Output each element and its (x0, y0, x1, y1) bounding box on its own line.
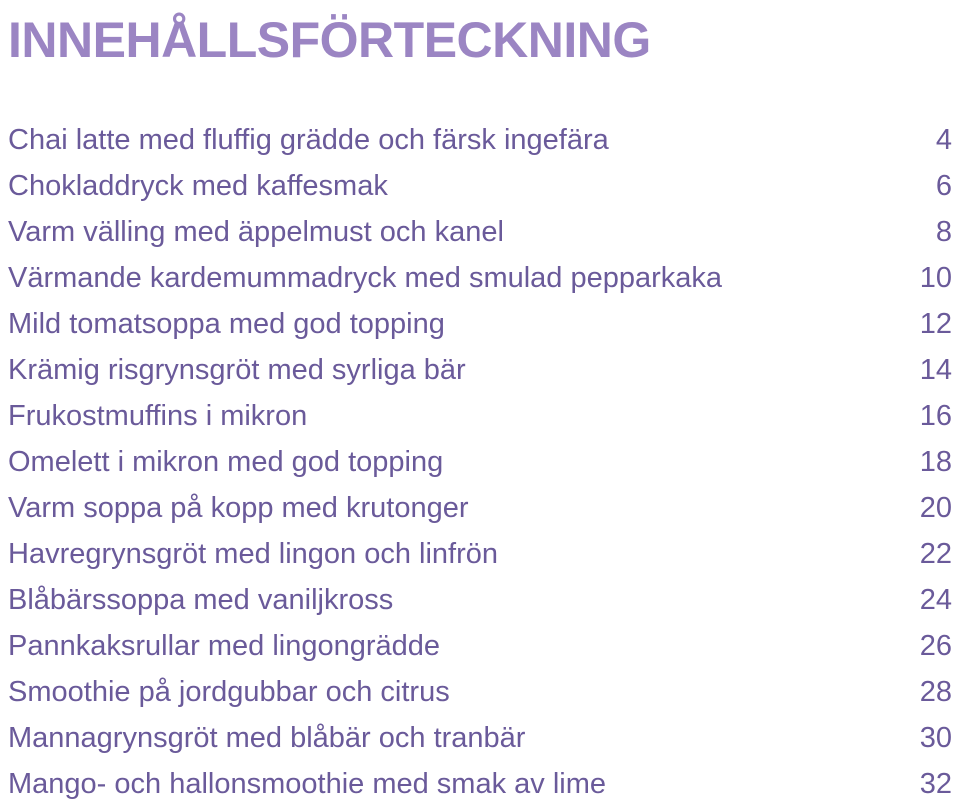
toc-entry-page: 10 (919, 261, 952, 294)
toc-entry-label: Värmande kardemummadryck med smulad pepparkaka (8, 261, 723, 294)
page-title: INNEHÅLLSFÖRTECKNING (8, 12, 651, 68)
toc-entry-page: 20 (919, 491, 952, 524)
toc-entry-label: Varm soppa på kopp med krutonger (8, 491, 469, 524)
toc-entry-page: 30 (919, 721, 952, 754)
toc-entry (8, 623, 952, 669)
toc-entry-label: Krämig risgrynsgröt med syrliga bär (8, 353, 466, 386)
toc-entry (8, 715, 952, 761)
toc-entry-page: 8 (935, 215, 952, 248)
toc-entry-label: Frukostmuffins i mikron (8, 399, 308, 432)
toc-entry-label: Havregrynsgröt med lingon och linfrön (8, 537, 499, 570)
toc-entry (8, 393, 952, 439)
toc-entry (8, 439, 952, 485)
toc-entry-page: 24 (919, 583, 952, 616)
toc-entry-label: Varm välling med äppelmust och kanel (8, 215, 504, 248)
toc-entry (8, 117, 952, 163)
toc-entry (8, 761, 952, 807)
table-of-contents (8, 117, 952, 807)
toc-entry (8, 209, 952, 255)
toc-entry-label: Mango- och hallonsmoothie med smak av lime (8, 767, 606, 800)
toc-entry-label: Chokladdryck med kaffesmak (8, 169, 388, 202)
toc-entry-page: 16 (919, 399, 952, 432)
toc-entry-label: Mild tomatsoppa med god topping (8, 307, 445, 340)
toc-entry-label: Mannagrynsgröt med blåbär och tranbär (8, 721, 526, 754)
toc-entry-page: 6 (935, 169, 952, 202)
toc-entry (8, 531, 952, 577)
toc-entry (8, 669, 952, 715)
toc-entry-page: 28 (919, 675, 952, 708)
toc-entry-label: Omelett i mikron med god topping (8, 445, 444, 478)
toc-entry-page: 26 (919, 629, 952, 662)
toc-entry-label: Chai latte med fluffig grädde och färsk ingefära (8, 123, 609, 156)
toc-entry (8, 347, 952, 393)
toc-entry-page: 14 (919, 353, 952, 386)
toc-entry (8, 577, 952, 623)
toc-entry-label: Pannkaksrullar med lingongrädde (8, 629, 441, 662)
toc-entry-page: 12 (919, 307, 952, 340)
toc-entry-label: Smoothie på jordgubbar och citrus (8, 675, 450, 708)
toc-entry (8, 485, 952, 531)
toc-entry-page: 4 (935, 123, 952, 156)
toc-entry-page: 22 (919, 537, 952, 570)
toc-entry (8, 301, 952, 347)
toc-entry-page: 18 (919, 445, 952, 478)
toc-entry-page: 32 (919, 767, 952, 800)
toc-entry (8, 163, 952, 209)
toc-entry (8, 255, 952, 301)
toc-entry-label: Blåbärssoppa med vaniljkross (8, 583, 394, 616)
